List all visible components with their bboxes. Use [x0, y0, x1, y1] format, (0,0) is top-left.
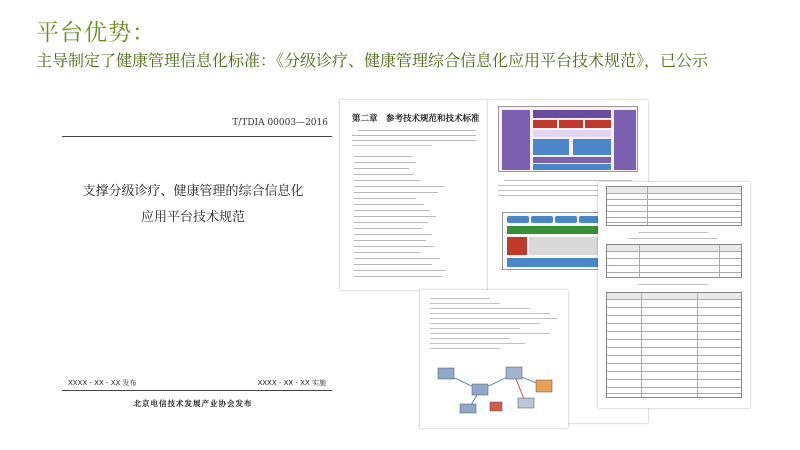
list-line — [354, 156, 412, 157]
arch-block — [533, 139, 569, 155]
arch-band — [533, 130, 611, 137]
standard-code: T/TDIA 00003—2016 — [232, 118, 328, 128]
cloud-node — [555, 216, 577, 223]
arch-block — [559, 120, 583, 128]
list-line — [354, 204, 424, 205]
table-row — [607, 199, 741, 200]
text-line — [352, 145, 432, 146]
table-col-divider — [641, 293, 642, 397]
list-line — [354, 198, 416, 199]
table-row — [607, 323, 741, 324]
text-line — [430, 343, 525, 344]
cloud-node — [507, 216, 529, 223]
spec-table — [606, 186, 742, 226]
text-line — [430, 323, 540, 324]
list-line — [354, 276, 442, 277]
list-line — [354, 216, 436, 217]
table-row — [607, 299, 741, 300]
implementation-date: XXXX - XX - XX 实施 — [257, 379, 326, 387]
cloud-layer — [507, 258, 599, 267]
table-row — [607, 307, 741, 308]
cloud-block — [529, 237, 599, 255]
cloud-node — [531, 216, 553, 223]
text-line — [430, 333, 550, 334]
text-line — [352, 140, 476, 141]
table-row — [607, 272, 741, 273]
table-row — [607, 387, 741, 388]
spec-table — [606, 244, 742, 278]
text-line — [430, 328, 520, 329]
list-line — [354, 210, 430, 211]
table-row — [607, 315, 741, 316]
issue-date: XXXX - XX - XX 发布 — [68, 379, 137, 387]
caption-line — [638, 284, 708, 285]
chapter-title: 第二章 参考技术规范和技术标准 — [352, 114, 480, 124]
list-line — [354, 270, 446, 271]
table-row — [607, 347, 741, 348]
table-row — [607, 193, 741, 194]
cover-top-rule — [62, 136, 332, 137]
arch-block — [573, 139, 611, 155]
table-row — [607, 258, 741, 259]
list-line — [354, 168, 409, 169]
table-row — [607, 379, 741, 380]
architecture-diagram — [498, 106, 638, 172]
table-row — [607, 222, 741, 223]
list-line — [354, 264, 432, 265]
cover-title-line2: 应用平台技术规范 — [140, 210, 245, 225]
table-row — [607, 205, 741, 206]
text-line — [430, 298, 490, 299]
text-line — [430, 308, 530, 309]
caption-line — [638, 232, 708, 233]
text-line — [430, 313, 550, 314]
text-line — [358, 130, 476, 131]
text-line — [352, 135, 476, 136]
cover-title-line1: 支撑分级诊疗、健康管理的综合信息化 — [82, 184, 304, 199]
cloud-layer — [507, 226, 599, 234]
list-line — [354, 186, 444, 187]
slide-subtitle: 主导制定了健康管理信息化标准：《分级诊疗、健康管理综合信息化应用平台技术规范》，已公示 — [36, 51, 709, 70]
table-row — [607, 355, 741, 356]
list-line — [354, 180, 420, 181]
table-row — [607, 339, 741, 340]
chapter-page — [340, 100, 488, 290]
network-page — [420, 290, 568, 428]
standard-cover-page — [52, 100, 334, 420]
list-line — [354, 234, 432, 235]
list-line — [354, 222, 428, 223]
arch-block — [533, 120, 557, 128]
text-line — [430, 303, 500, 304]
list-line — [354, 174, 414, 175]
text-line — [504, 180, 632, 181]
table-row — [607, 363, 741, 364]
publisher: 北京电信技术发展产业协会发布 — [133, 399, 253, 408]
list-line — [354, 240, 426, 241]
table-row — [607, 331, 741, 332]
arch-base-bar — [533, 157, 611, 163]
table-row — [607, 393, 741, 394]
list-line — [354, 252, 420, 253]
table-col-divider — [697, 293, 698, 397]
arch-top-bar — [533, 110, 611, 118]
tables-page — [598, 182, 750, 408]
table-row — [607, 217, 741, 218]
arch-right-column — [614, 110, 636, 170]
caption-line — [628, 238, 718, 239]
network-topology-diagram — [428, 354, 560, 416]
text-line — [498, 195, 598, 196]
text-line — [430, 318, 558, 319]
table-row — [607, 371, 741, 372]
list-line — [354, 228, 422, 229]
list-line — [354, 162, 416, 163]
text-line — [430, 348, 500, 349]
cover-bottom-rule — [62, 390, 332, 391]
cloud-platform-diagram — [502, 212, 602, 270]
spec-table — [606, 292, 742, 398]
list-line — [354, 258, 440, 259]
list-line — [354, 246, 434, 247]
cloud-node — [579, 216, 599, 223]
cloud-block — [507, 237, 527, 255]
arch-base-bar — [533, 164, 611, 170]
text-line — [430, 338, 510, 339]
table-row — [607, 251, 741, 252]
table-row — [607, 265, 741, 266]
list-line — [354, 192, 438, 193]
arch-left-column — [502, 110, 530, 170]
slide-title: 平台优势： — [36, 20, 156, 46]
table-row — [607, 211, 741, 212]
arch-block — [585, 120, 611, 128]
